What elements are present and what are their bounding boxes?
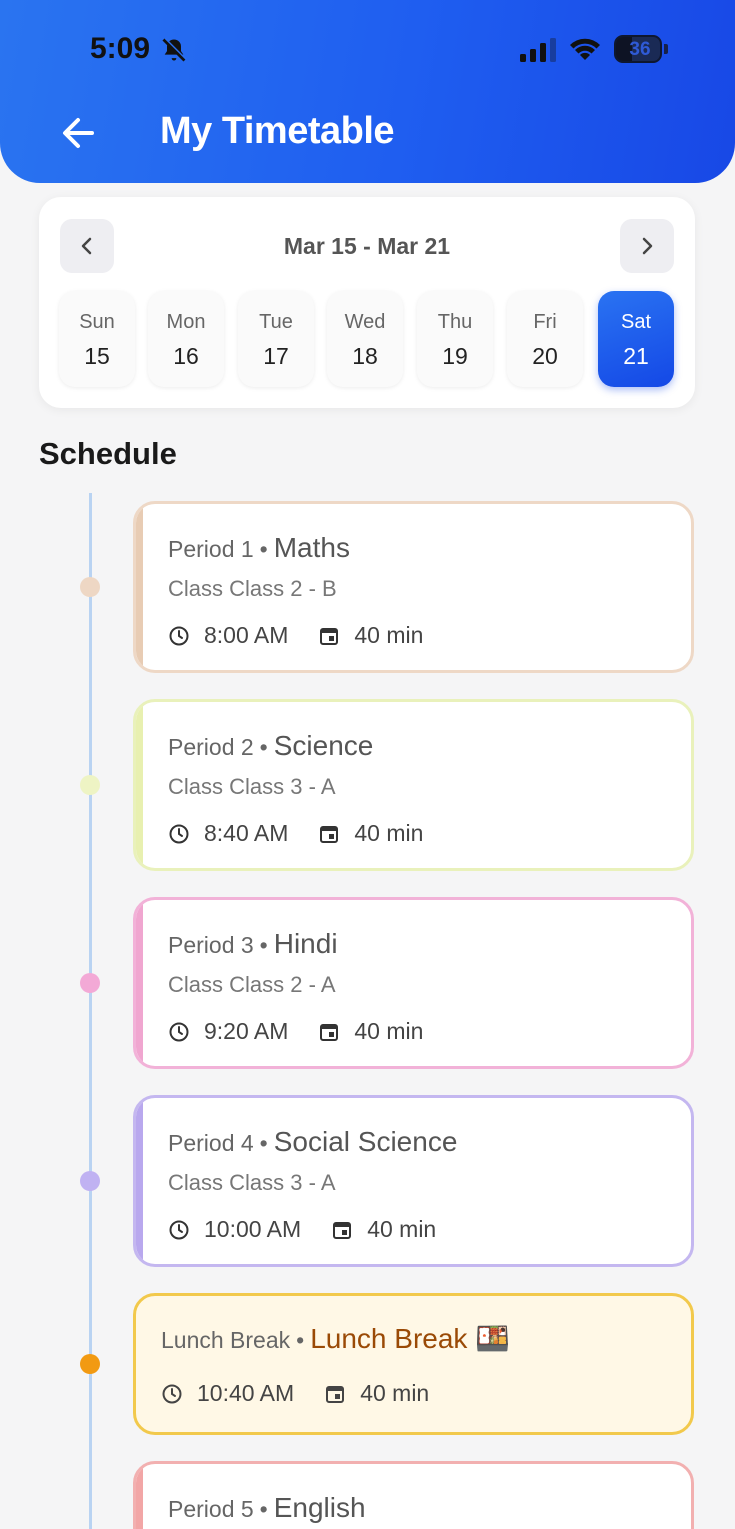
day-name: Sat [620, 311, 652, 333]
day-chip-sat[interactable] [598, 291, 674, 387]
timeline-dot [80, 973, 100, 993]
duration: 40 min [354, 1018, 424, 1044]
arrow-left-icon [56, 110, 102, 156]
subject-name: English [273, 1492, 366, 1523]
app-header [0, 0, 735, 183]
class-name: Class Class 2 - A [168, 972, 336, 997]
start-time: 8:00 AM [204, 622, 289, 648]
day-chip-tue[interactable] [238, 291, 314, 387]
day-number: 21 [623, 343, 649, 369]
day-number: 20 [532, 343, 558, 369]
class-name: Class Class 3 - A [168, 774, 336, 799]
day-chip-fri[interactable] [507, 291, 583, 387]
schedule-heading: Schedule [39, 436, 177, 471]
period-label: Period 4 [168, 1130, 254, 1156]
subject-name: Social Science [273, 1126, 458, 1157]
day-chip-thu[interactable] [417, 291, 493, 387]
cellular-signal-icon [520, 38, 558, 62]
duration: 40 min [354, 622, 424, 648]
page-title: My Timetable [160, 110, 395, 152]
class-name: Class Class 2 - B [168, 576, 337, 601]
day-name: Mon [166, 311, 206, 333]
start-time: 10:00 AM [204, 1216, 302, 1242]
bento-box-icon: 🍱 [475, 1323, 511, 1354]
day-name: Tue [259, 311, 293, 333]
day-chip-mon[interactable] [148, 291, 224, 387]
class-name: Class Class 3 - A [168, 1170, 336, 1195]
start-time: 10:40 AM [197, 1380, 295, 1406]
week-range-label: Mar 15 - Mar 21 [283, 233, 451, 259]
clock-icon [161, 1383, 183, 1405]
period-card[interactable]: Period 2 • Science Class Class 3 - A 8:40 AM 40 min [133, 699, 694, 871]
period-label: Period 3 [168, 932, 254, 958]
battery-icon [614, 35, 668, 63]
duration: 40 min [367, 1216, 437, 1242]
clock-icon [168, 625, 190, 647]
period-card[interactable]: Period 3 • Hindi Class Class 2 - A 9:20 AM 40 min [133, 897, 694, 1069]
day-name: Sun [79, 311, 115, 333]
wifi-icon [568, 36, 602, 62]
period-label: Lunch Break [161, 1327, 291, 1353]
duration: 40 min [354, 820, 424, 846]
timeline-dot [80, 775, 100, 795]
timeline-dot [80, 577, 100, 597]
calendar-icon [318, 625, 340, 647]
day-name: Fri [533, 311, 557, 333]
start-time: 9:20 AM [204, 1018, 289, 1044]
period-card[interactable]: Period 4 • Social Science Class Class 3 - A 10:00 AM 40 min [133, 1095, 694, 1267]
bell-muted-icon [160, 36, 188, 64]
day-chip-wed[interactable] [327, 291, 403, 387]
day-number: 19 [442, 343, 468, 369]
subject-name: Maths [273, 532, 350, 563]
timeline-dot [80, 1171, 100, 1191]
next-week-button[interactable] [620, 219, 674, 273]
calendar-icon [324, 1383, 346, 1405]
subject-name: Lunch Break [310, 1323, 468, 1354]
calendar-icon [331, 1219, 353, 1241]
duration: 40 min [360, 1380, 430, 1406]
day-name: Thu [437, 311, 473, 333]
battery-percent: 36 [629, 39, 651, 60]
chevron-right-icon [637, 236, 657, 256]
status-time: 5:09 [90, 32, 151, 65]
subject-name: Science [273, 730, 374, 761]
timeline-dot [80, 1354, 100, 1374]
day-name: Wed [344, 311, 386, 333]
day-number: 18 [352, 343, 378, 369]
period-card[interactable]: Period 5 • English [133, 1461, 694, 1529]
period-card[interactable]: Period 1 • Maths Class Class 2 - B 8:00 AM 40 min [133, 501, 694, 673]
day-number: 17 [263, 343, 289, 369]
clock-icon [168, 1219, 190, 1241]
week-selector-card [39, 197, 695, 408]
day-number: 16 [173, 343, 199, 369]
day-chip-sun[interactable] [59, 291, 135, 387]
calendar-icon [318, 823, 340, 845]
period-label: Period 1 [168, 536, 254, 562]
calendar-icon [318, 1021, 340, 1043]
clock-icon [168, 823, 190, 845]
start-time: 8:40 AM [204, 820, 289, 846]
subject-name: Hindi [273, 928, 338, 959]
period-label: Period 5 [168, 1496, 254, 1522]
lunch-break-card[interactable]: Lunch Break • Lunch Break 🍱 10:40 AM 40 min [133, 1293, 694, 1435]
day-number: 15 [84, 343, 110, 369]
clock-icon [168, 1021, 190, 1043]
days-row [59, 291, 679, 387]
back-button[interactable] [56, 110, 102, 156]
period-label: Period 2 [168, 734, 254, 760]
